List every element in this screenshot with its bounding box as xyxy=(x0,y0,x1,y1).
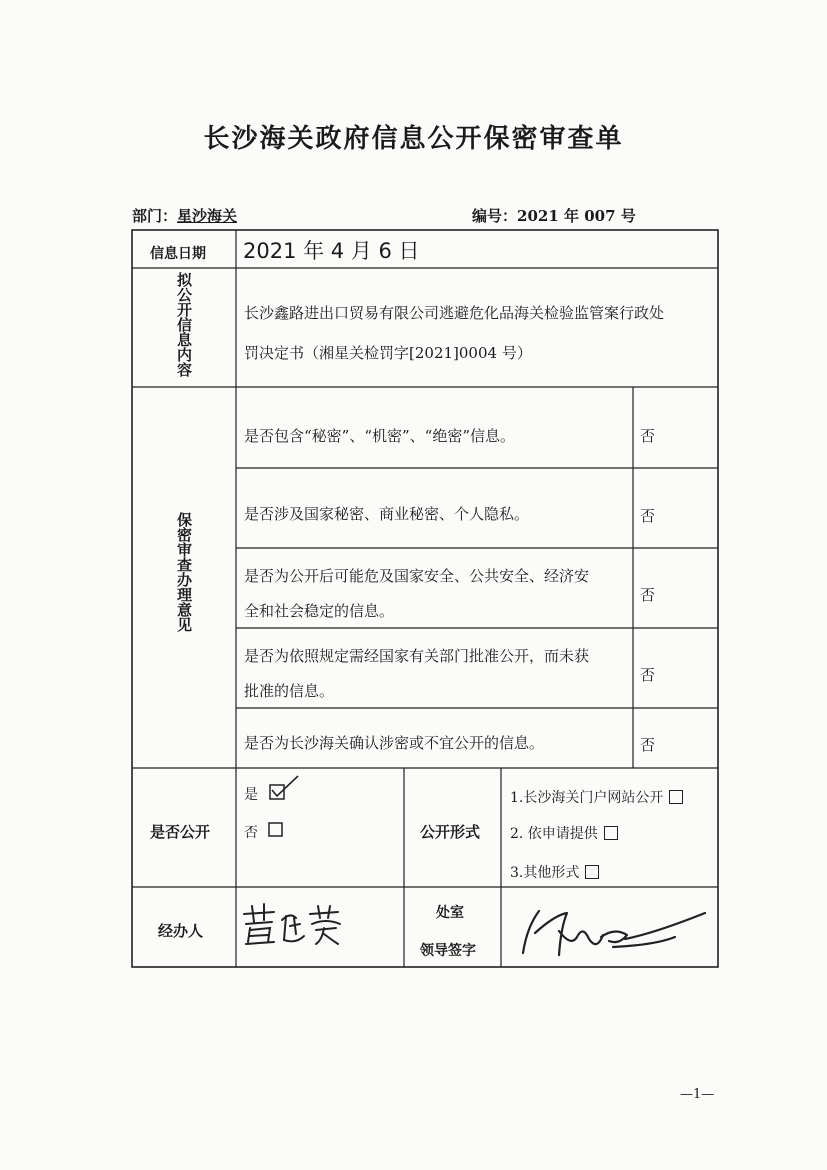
handler-signature-icon xyxy=(238,900,348,950)
no-checkbox-icon[interactable] xyxy=(266,820,286,840)
answer-5: 否 xyxy=(640,736,656,754)
yes-checkbox-checked-icon[interactable] xyxy=(266,774,302,804)
question-4-line-1: 是否为依照规定需经国家有关部门批准公开，而未获 xyxy=(244,647,590,665)
page-number: —1— xyxy=(680,1087,715,1102)
handler-label: 经办人 xyxy=(158,922,204,940)
number-value: 2021 年 007 号 xyxy=(517,207,636,225)
leader-label-2: 领导签字 xyxy=(420,943,476,959)
form-option-2[interactable] xyxy=(510,819,618,849)
question-1: 是否包含“秘密”、“机密”、“绝密”信息。 xyxy=(244,427,516,445)
leader-signature-icon xyxy=(515,897,715,967)
yes-option[interactable] xyxy=(244,780,258,810)
no-label: 否 xyxy=(244,825,258,841)
form-option-1-label: 1.长沙海关门户网站公开 xyxy=(510,790,664,806)
form-option-1[interactable] xyxy=(510,783,683,813)
yes-label: 是 xyxy=(244,787,258,803)
question-3-line-2: 全和社会稳定的信息。 xyxy=(244,602,395,620)
date-value: 2021 年 4 月 6 日 xyxy=(243,239,420,263)
content-line-1: 长沙鑫路进出口贸易有限公司逃避危化品海关检验监管案行政处 xyxy=(244,304,665,322)
date-label: 信息日期 xyxy=(150,246,206,262)
dept-value: 星沙海关 xyxy=(177,207,238,225)
form-option-3[interactable] xyxy=(510,858,599,888)
content-line-2: 罚决定书（湘星关检罚字[2021]0004 号） xyxy=(244,344,532,362)
content-label: 拟公开信息内容 xyxy=(175,272,193,377)
form-option-1-checkbox-icon[interactable] xyxy=(669,790,683,804)
question-5: 是否为长沙海关确认涉密或不宜公开的信息。 xyxy=(244,734,545,752)
form-label: 公开形式 xyxy=(420,823,481,841)
public-label: 是否公开 xyxy=(150,823,211,841)
dept-label: 部门： xyxy=(132,207,178,225)
leader-label-1: 处室 xyxy=(436,905,464,921)
no-option[interactable] xyxy=(244,818,258,848)
form-option-2-checkbox-icon[interactable] xyxy=(604,826,618,840)
review-label: 保密审查办理意见 xyxy=(175,512,193,632)
answer-3: 否 xyxy=(640,586,656,604)
document-title: 长沙海关政府信息公开保密审查单 xyxy=(203,124,624,154)
question-2: 是否涉及国家秘密、商业秘密、个人隐私。 xyxy=(244,505,530,523)
answer-1: 否 xyxy=(640,427,656,445)
question-4-line-2: 批准的信息。 xyxy=(244,682,335,700)
form-option-2-label: 2. 依申请提供 xyxy=(510,826,598,842)
answer-2: 否 xyxy=(640,507,656,525)
question-3-line-1: 是否为公开后可能危及国家安全、公共安全、经济安 xyxy=(244,567,590,585)
answer-4: 否 xyxy=(640,666,656,684)
form-option-3-checkbox-icon[interactable] xyxy=(585,865,599,879)
number-label: 编号： xyxy=(472,207,518,225)
form-option-3-label: 3.其他形式 xyxy=(510,865,580,881)
